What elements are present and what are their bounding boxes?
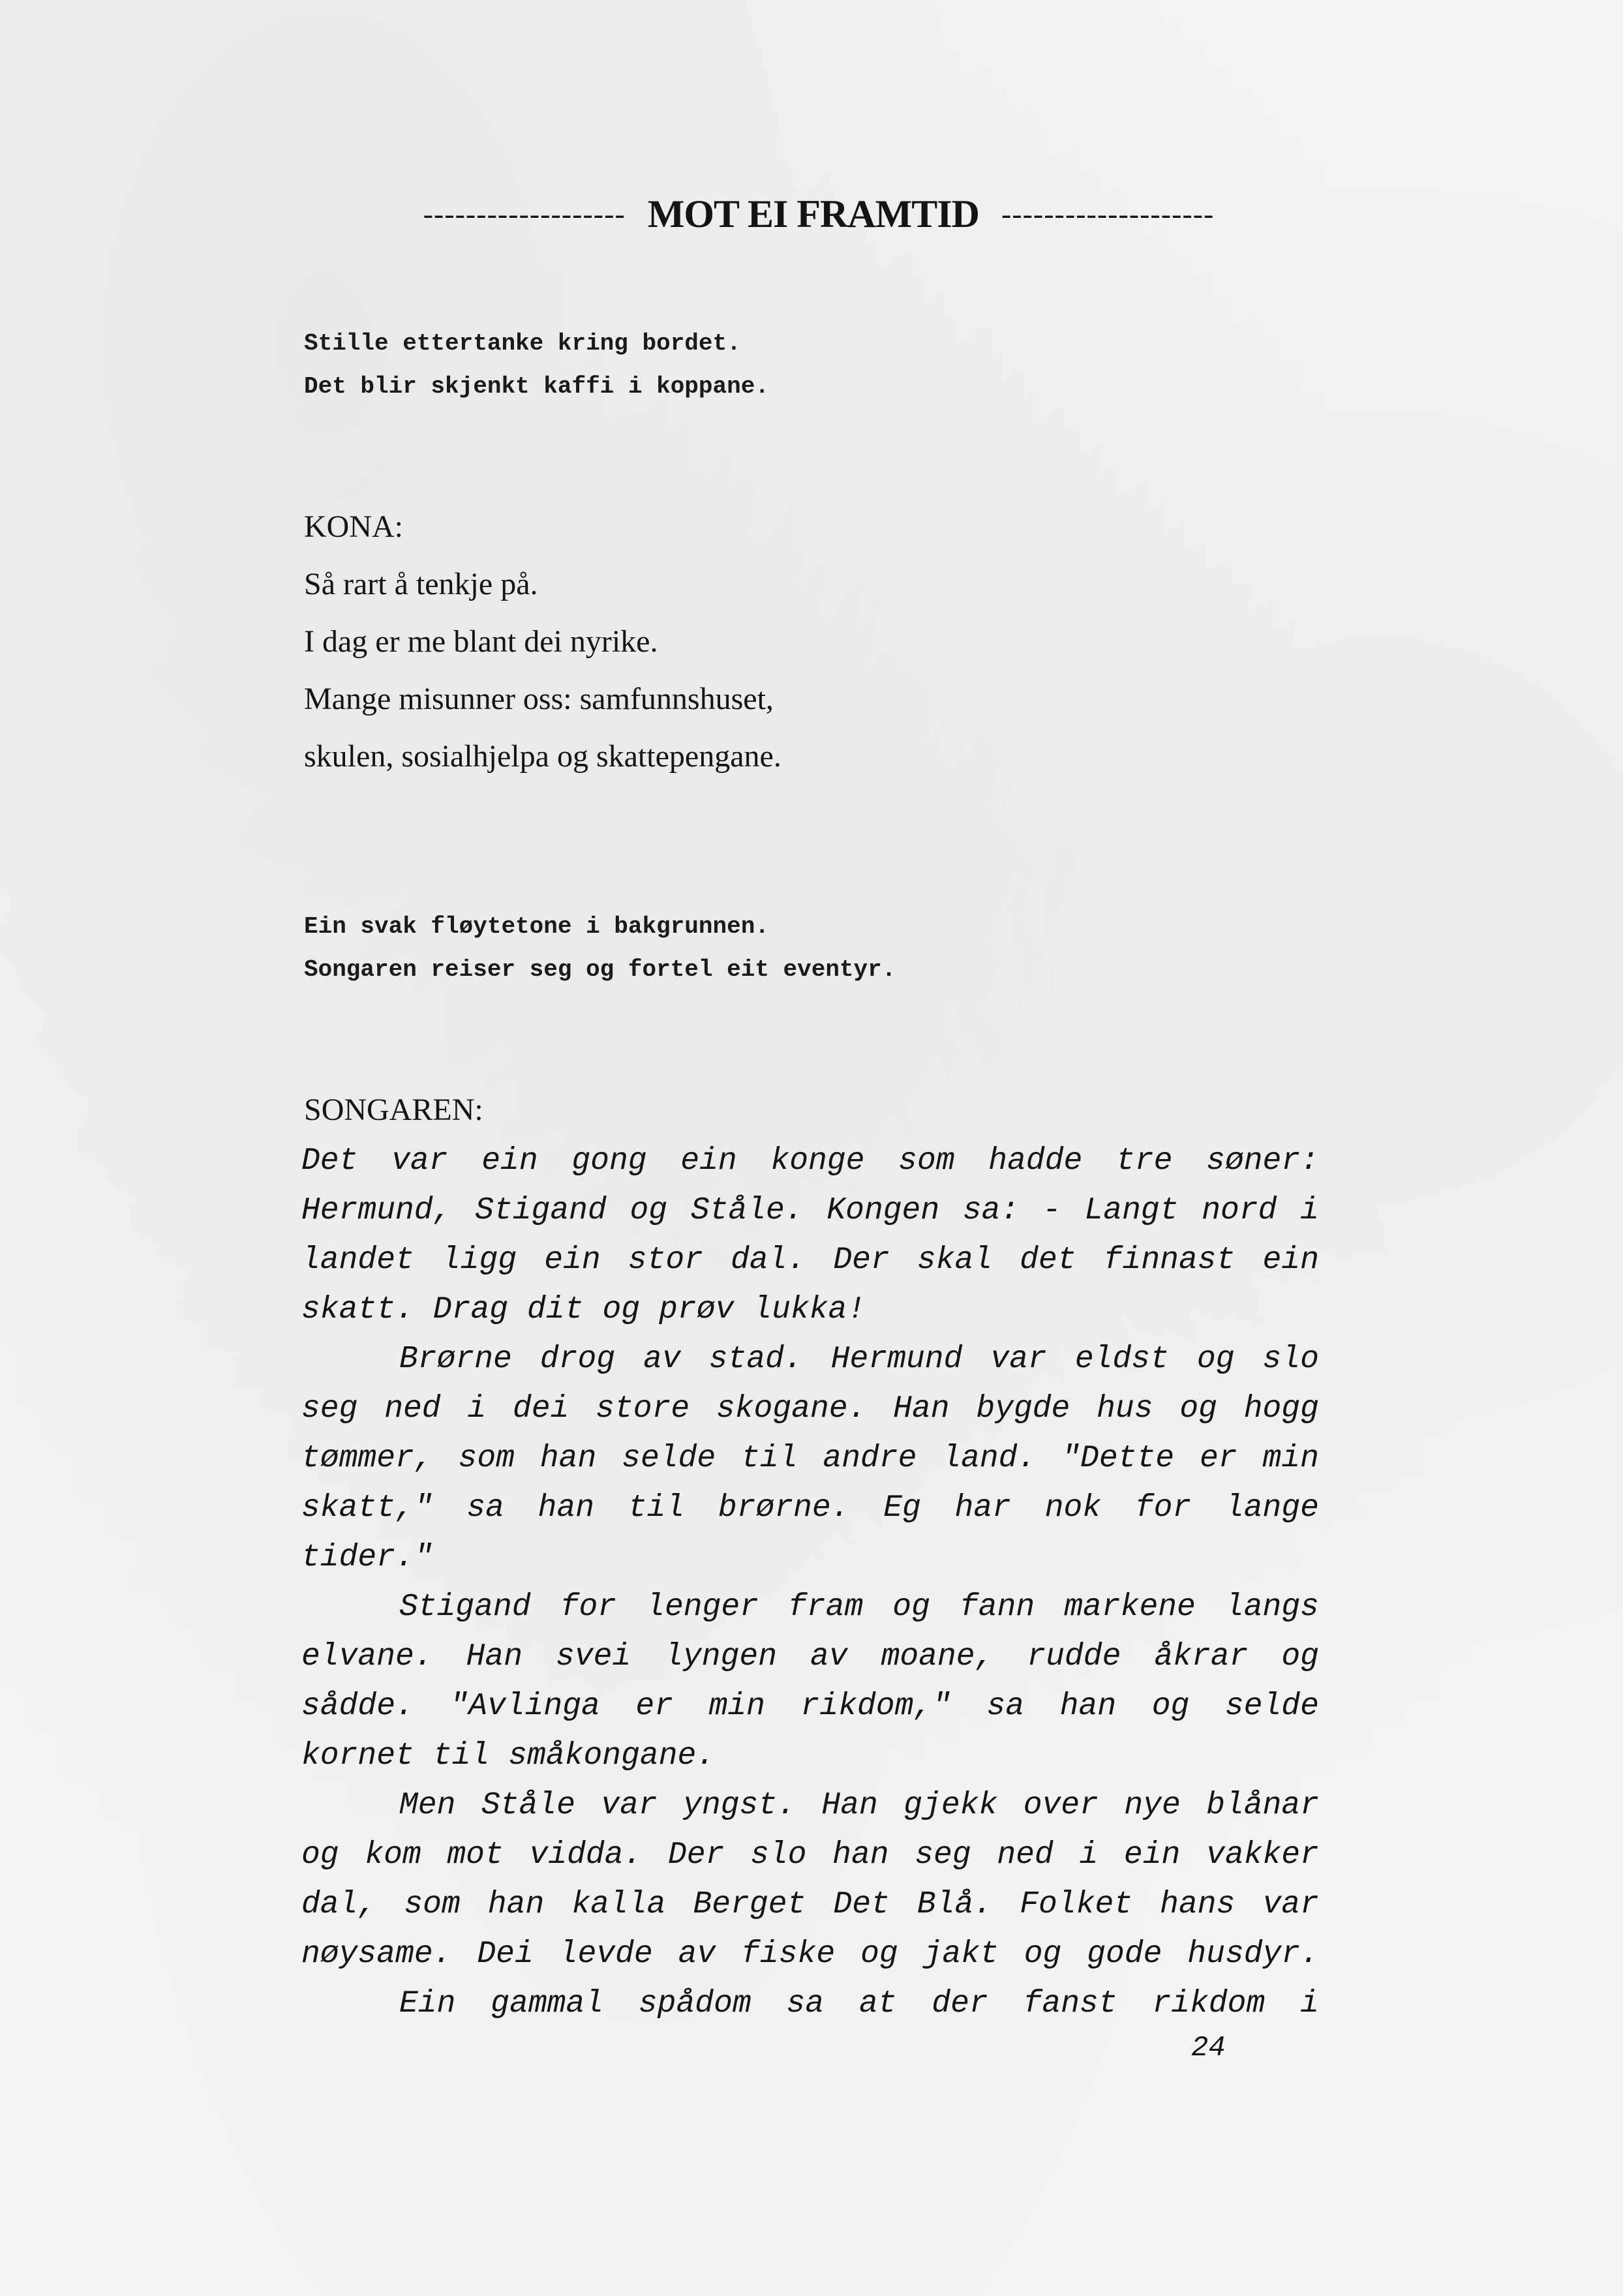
tale-line xyxy=(301,1186,1319,1235)
speech-line: I dag er me blant dei nyrike. xyxy=(304,624,658,659)
word: og xyxy=(860,1937,898,1972)
word: i xyxy=(1300,1986,1319,2021)
word: og xyxy=(1281,1639,1319,1674)
word: er xyxy=(1199,1441,1237,1476)
word: av xyxy=(643,1342,681,1377)
word: rudde xyxy=(1027,1639,1121,1674)
word: åkrar xyxy=(1154,1639,1249,1674)
word: som xyxy=(898,1143,955,1179)
stage-line: Songaren reiser seg og fortel eit eventyr. xyxy=(304,956,896,983)
word: yngst. xyxy=(683,1788,796,1823)
word: søner: xyxy=(1206,1143,1319,1179)
word: "Dette xyxy=(1061,1441,1175,1476)
word: min xyxy=(1262,1441,1319,1476)
word: vakker xyxy=(1206,1837,1319,1873)
word: prøv xyxy=(659,1292,735,1327)
songaren-tale xyxy=(301,1136,1319,2029)
word: Stigand xyxy=(399,1590,531,1625)
word: rikdom xyxy=(1152,1986,1266,2021)
word: var xyxy=(391,1143,448,1179)
tale-line xyxy=(301,1632,1319,1682)
word: og xyxy=(1179,1391,1217,1427)
word: eldst xyxy=(1074,1342,1169,1377)
word: bygde xyxy=(976,1391,1070,1427)
word: jakt xyxy=(923,1937,999,1972)
word: mot xyxy=(447,1837,504,1873)
tale-line xyxy=(301,1136,1319,1186)
word: som xyxy=(458,1441,515,1476)
word: har xyxy=(954,1490,1011,1526)
word: kornet xyxy=(301,1738,414,1774)
word: Det xyxy=(833,1887,890,1922)
word: over xyxy=(1023,1788,1099,1823)
word: Der xyxy=(833,1243,890,1278)
word: markene xyxy=(1064,1590,1196,1625)
word: fram xyxy=(788,1590,864,1625)
word: det xyxy=(1020,1243,1076,1278)
word: sa: xyxy=(962,1193,1020,1228)
word: elvane. xyxy=(301,1639,433,1674)
word: at xyxy=(858,1986,897,2021)
word: ein xyxy=(1123,1837,1181,1873)
chapter-title xyxy=(375,188,1262,240)
tale-line xyxy=(301,1731,1319,1781)
word: brørne. xyxy=(718,1490,850,1526)
tale-line xyxy=(301,1285,1319,1335)
word: spådom xyxy=(638,1986,751,2021)
word: dei xyxy=(512,1391,569,1427)
word: og xyxy=(892,1590,930,1625)
word: levde xyxy=(558,1937,653,1972)
tale-line xyxy=(301,1235,1319,1285)
word: småkongane. xyxy=(508,1738,716,1774)
word: dit xyxy=(527,1292,584,1327)
word: Han xyxy=(821,1788,878,1823)
word: kom xyxy=(365,1837,421,1873)
word: konge xyxy=(770,1143,865,1179)
word: og xyxy=(602,1292,641,1327)
word: Hermund, xyxy=(301,1193,452,1228)
word: hogg xyxy=(1243,1391,1319,1427)
word: og xyxy=(629,1193,668,1228)
word: selde xyxy=(1224,1689,1319,1724)
kona-speech xyxy=(304,556,1282,785)
word: vidda. xyxy=(529,1837,643,1873)
word: til xyxy=(741,1441,798,1476)
word: Kongen xyxy=(827,1193,940,1228)
speaker-kona: KONA: xyxy=(304,509,403,544)
word: er xyxy=(635,1689,673,1724)
word: moane, xyxy=(881,1639,994,1674)
word: seg xyxy=(301,1391,358,1427)
word: til xyxy=(628,1490,685,1526)
word: dal. xyxy=(731,1243,806,1278)
word: ligg xyxy=(441,1243,517,1278)
tale-line xyxy=(301,1880,1319,1929)
word: i xyxy=(467,1391,487,1427)
word: han xyxy=(832,1837,889,1873)
word: var xyxy=(601,1788,658,1823)
word: sa xyxy=(466,1490,504,1526)
word: fiske xyxy=(741,1937,836,1972)
title-text: MOT EI FRAMTID xyxy=(647,192,979,235)
word: skatt. xyxy=(301,1292,414,1327)
word: Det xyxy=(301,1143,358,1179)
word: skatt," xyxy=(301,1490,433,1526)
word: Ståle. xyxy=(690,1193,804,1228)
word: hadde xyxy=(988,1143,1083,1179)
word: fann xyxy=(959,1590,1035,1625)
word: Stigand xyxy=(475,1193,607,1228)
tale-line xyxy=(301,1682,1319,1731)
word: og xyxy=(1024,1937,1062,1972)
word: hus xyxy=(1097,1391,1153,1427)
word: var xyxy=(1262,1887,1319,1922)
word: husdyr. xyxy=(1187,1937,1319,1972)
word: selde xyxy=(622,1441,716,1476)
tale-line xyxy=(301,1830,1319,1880)
speech-line: skulen, sosialhjelpa og skattepengane. xyxy=(304,739,781,774)
word: og xyxy=(301,1837,339,1873)
tale-line xyxy=(301,1781,1319,1830)
stage-line: Ein svak fløytetone i bakgrunnen. xyxy=(304,913,769,940)
word: landet xyxy=(301,1243,414,1278)
word: stor xyxy=(628,1243,703,1278)
word: Men xyxy=(399,1788,456,1823)
word: seg xyxy=(915,1837,971,1873)
word: blånar xyxy=(1206,1788,1319,1823)
word: gjekk xyxy=(903,1788,998,1823)
word: nøysame. xyxy=(301,1937,452,1972)
word: tømmer, xyxy=(301,1441,433,1476)
word: sa xyxy=(986,1689,1025,1724)
word: store xyxy=(596,1391,690,1427)
speech-line: Så rart å tenkje på. xyxy=(304,567,538,601)
stage-direction-1 xyxy=(304,322,1348,408)
word: ned xyxy=(384,1391,441,1427)
word: lenger xyxy=(646,1590,759,1625)
word: Han xyxy=(466,1639,523,1674)
word: Blå. xyxy=(917,1887,993,1922)
word: gode xyxy=(1087,1937,1162,1972)
word: tre xyxy=(1116,1143,1173,1179)
word: andre xyxy=(823,1441,917,1476)
word: fanst xyxy=(1023,1986,1117,2021)
word: land. xyxy=(942,1441,1037,1476)
word: der xyxy=(932,1986,988,2021)
word: Drag xyxy=(432,1292,509,1327)
title-left-dashes: ------------------- xyxy=(423,197,626,230)
word: lyngen xyxy=(664,1639,778,1674)
page-number: 24 xyxy=(1191,2032,1226,2064)
word: sa xyxy=(786,1986,825,2021)
word: ned xyxy=(997,1837,1054,1873)
word: han xyxy=(1059,1689,1117,1724)
word: han xyxy=(539,1441,597,1476)
word: som xyxy=(404,1887,461,1922)
word: i xyxy=(1079,1837,1099,1873)
tale-line xyxy=(301,1582,1319,1632)
tale-line xyxy=(301,1979,1319,2029)
word: nok xyxy=(1044,1490,1102,1526)
word: - xyxy=(1042,1193,1061,1228)
word: skal xyxy=(917,1243,993,1278)
word: slo xyxy=(750,1837,807,1873)
word: langs xyxy=(1224,1590,1319,1625)
word: tider." xyxy=(301,1540,433,1575)
word: Ståle xyxy=(481,1788,575,1823)
stage-line: Det blir skjenkt kaffi i koppane. xyxy=(304,373,769,400)
word: han xyxy=(487,1887,545,1922)
word: av xyxy=(810,1639,848,1674)
stage-line: Stille ettertanke kring bordet. xyxy=(304,330,741,357)
word: Han xyxy=(893,1391,950,1427)
word: Brørne xyxy=(399,1342,512,1377)
tale-line xyxy=(301,1483,1319,1533)
tale-line xyxy=(301,1384,1319,1434)
word: ein xyxy=(481,1143,538,1179)
word: kalla xyxy=(571,1887,666,1922)
tale-line xyxy=(301,1335,1319,1384)
word: ein xyxy=(1262,1243,1319,1278)
word: gong xyxy=(571,1143,647,1179)
word: i xyxy=(1300,1193,1319,1228)
speaker-songaren: SONGAREN: xyxy=(304,1093,483,1127)
word: Langt xyxy=(1084,1193,1179,1228)
word: til xyxy=(432,1738,490,1774)
word: var xyxy=(990,1342,1047,1377)
word: nye xyxy=(1124,1788,1181,1823)
tale-line xyxy=(301,1929,1319,1979)
word: Folket xyxy=(1020,1887,1133,1922)
word: dal, xyxy=(301,1887,377,1922)
word: drog xyxy=(539,1342,616,1377)
word: svei xyxy=(556,1639,631,1674)
word: og xyxy=(1196,1342,1235,1377)
word: Der xyxy=(667,1837,725,1873)
word: og xyxy=(1151,1689,1190,1724)
word: stad. xyxy=(708,1342,803,1377)
word: for xyxy=(560,1590,617,1625)
word: Ein xyxy=(399,1986,456,2021)
word: Dei xyxy=(477,1937,534,1972)
word: av xyxy=(678,1937,716,1972)
word: sådde. xyxy=(301,1689,414,1724)
word: gammal xyxy=(491,1986,604,2021)
word: ein xyxy=(680,1143,737,1179)
word: ein xyxy=(544,1243,601,1278)
word: finnast xyxy=(1103,1243,1236,1278)
word: Hermund xyxy=(830,1342,963,1377)
word: lange xyxy=(1224,1490,1319,1526)
word: Berget xyxy=(693,1887,806,1922)
tale-line xyxy=(301,1434,1319,1483)
word: skogane. xyxy=(716,1391,867,1427)
title-right-dashes: -------------------- xyxy=(1001,197,1215,230)
word: han xyxy=(538,1490,595,1526)
stage-direction-2 xyxy=(304,905,1348,991)
word: for xyxy=(1134,1490,1192,1526)
word: Eg xyxy=(883,1490,921,1526)
word: rikdom," xyxy=(800,1689,951,1724)
word: min xyxy=(708,1689,765,1724)
word: hans xyxy=(1160,1887,1236,1922)
word: "Avlinga xyxy=(449,1689,600,1724)
word: lukka! xyxy=(753,1292,866,1327)
speech-line: Mange misunner oss: samfunnshuset, xyxy=(304,682,774,716)
word: slo xyxy=(1262,1342,1319,1377)
tale-line xyxy=(301,1533,1319,1582)
word: nord xyxy=(1202,1193,1277,1228)
